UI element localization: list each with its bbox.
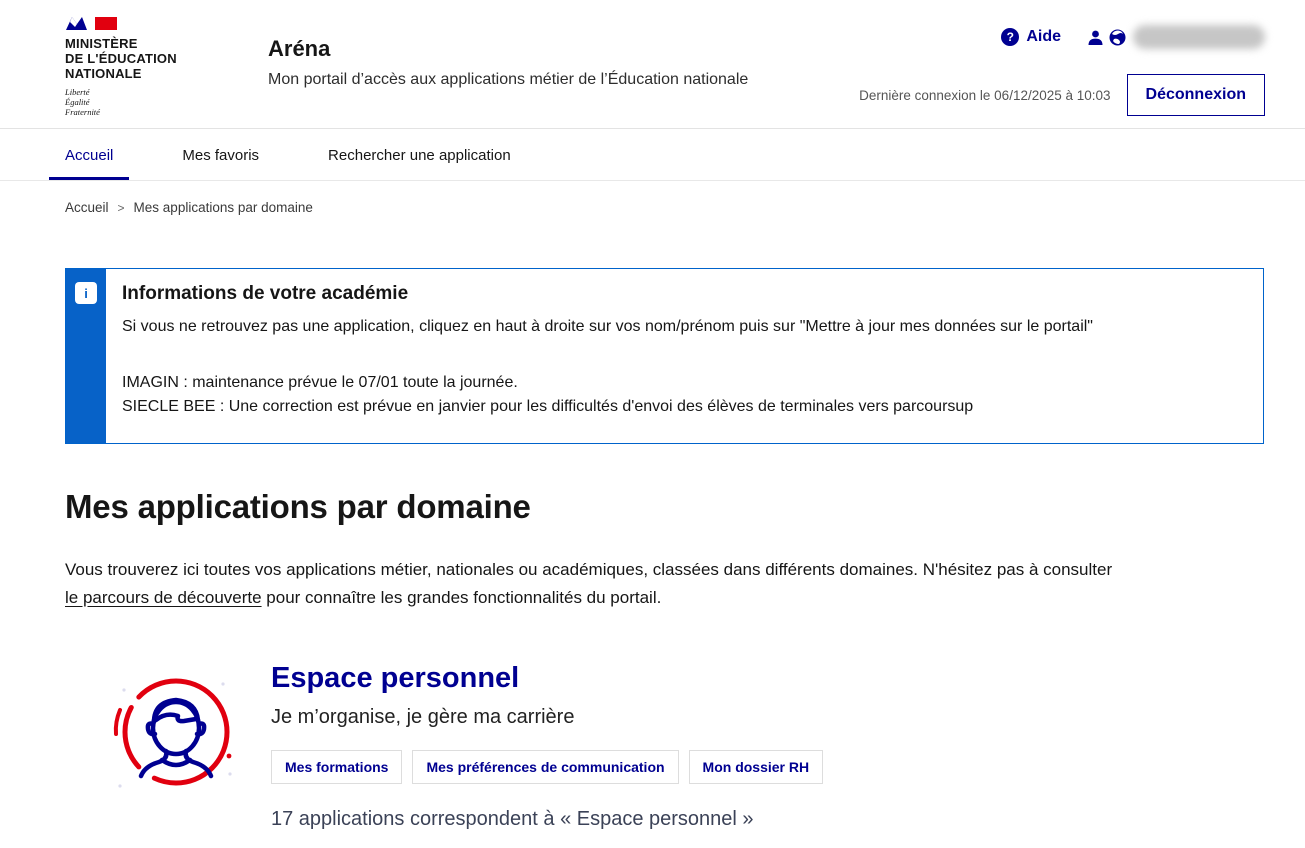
main-heading: Mes applications par domaine (65, 488, 531, 525)
ministry-name: MINISTÈRE DE L'ÉDUCATION NATIONALE (65, 36, 177, 81)
intro-text-before: Vous trouverez ici toutes vos applications métier, nationales ou académiques, classées dans différents domaines. N'hésitez pas à consulter (65, 560, 1113, 579)
user-name-redacted[interactable] (1133, 25, 1265, 49)
discovery-path-link[interactable]: le parcours de découverte (65, 588, 262, 607)
info-callout-stripe (66, 269, 106, 443)
ministry-logo[interactable] (65, 16, 190, 117)
info-line-3: SIECLE BEE : Une correction est prévue en janvier pour les difficultés d'envoi des élèves de terminales vers parcoursup (122, 398, 974, 415)
page-title-arena: Aréna (268, 36, 331, 61)
tag-mes-formations[interactable]: Mes formations (271, 750, 402, 784)
tab-mes-favoris[interactable]: Mes favoris (182, 147, 260, 164)
help-label: Aide (1026, 28, 1061, 45)
header-right (859, 16, 1265, 116)
intro-text-after: pour connaître les grandes fonctionnalités du portail. (266, 588, 662, 607)
domain-subtitle: Je m’organise, je gère ma carrière (271, 706, 575, 728)
ministry-motto: Liberté Égalité Fraternité (65, 87, 100, 117)
tag-preferences-communication[interactable]: Mes préférences de communication (412, 750, 678, 784)
breadcrumb-current: Mes applications par domaine (133, 200, 313, 215)
domain-title-link[interactable]: Espace personnel (271, 662, 520, 694)
info-line-1: Si vous ne retrouvez pas une application, cliquez en haut à droite sur vos nom/prénom puis sur "Mettre à jour mes données sur le portail" (122, 318, 1093, 335)
breadcrumb-separator-icon: > (117, 200, 125, 215)
french-flag-icon (65, 16, 119, 32)
domain-tags (271, 750, 823, 784)
breadcrumb-accueil[interactable]: Accueil (65, 200, 109, 215)
help-icon: ? (1001, 28, 1019, 46)
tag-mon-dossier-rh[interactable]: Mon dossier RH (689, 750, 824, 784)
info-icon: i (75, 282, 97, 304)
portal-subtitle: Mon portail d’accès aux applications métier de l’Éducation nationale (268, 71, 749, 88)
main-nav (0, 129, 1305, 181)
tab-accueil[interactable]: Accueil (49, 129, 129, 180)
breadcrumb (65, 200, 1305, 215)
info-line-2: IMAGIN : maintenance prévue le 07/01 toute la journée. (122, 374, 518, 391)
intro-paragraph (65, 556, 1175, 612)
header (0, 0, 1305, 129)
user-icon (1087, 29, 1104, 46)
globe-icon (1109, 29, 1126, 46)
domain-app-count: 17 applications correspondent à « Espace personnel » (271, 808, 754, 830)
portal-title-block (268, 16, 748, 89)
logout-button[interactable]: Déconnexion (1127, 74, 1265, 116)
info-callout-title: Informations de votre académie (122, 283, 409, 304)
tab-rechercher-application[interactable]: Rechercher une application (328, 147, 511, 164)
domain-espace-personnel (110, 658, 1305, 831)
domain-body (271, 658, 823, 831)
academy-info-callout (65, 268, 1264, 444)
person-circle-icon (110, 666, 238, 798)
help-link[interactable] (1001, 28, 1061, 46)
last-connection: Dernière connexion le 06/12/2025 à 10:03 (859, 87, 1111, 103)
info-callout-content (106, 269, 1113, 443)
user-menu[interactable] (1087, 25, 1265, 49)
